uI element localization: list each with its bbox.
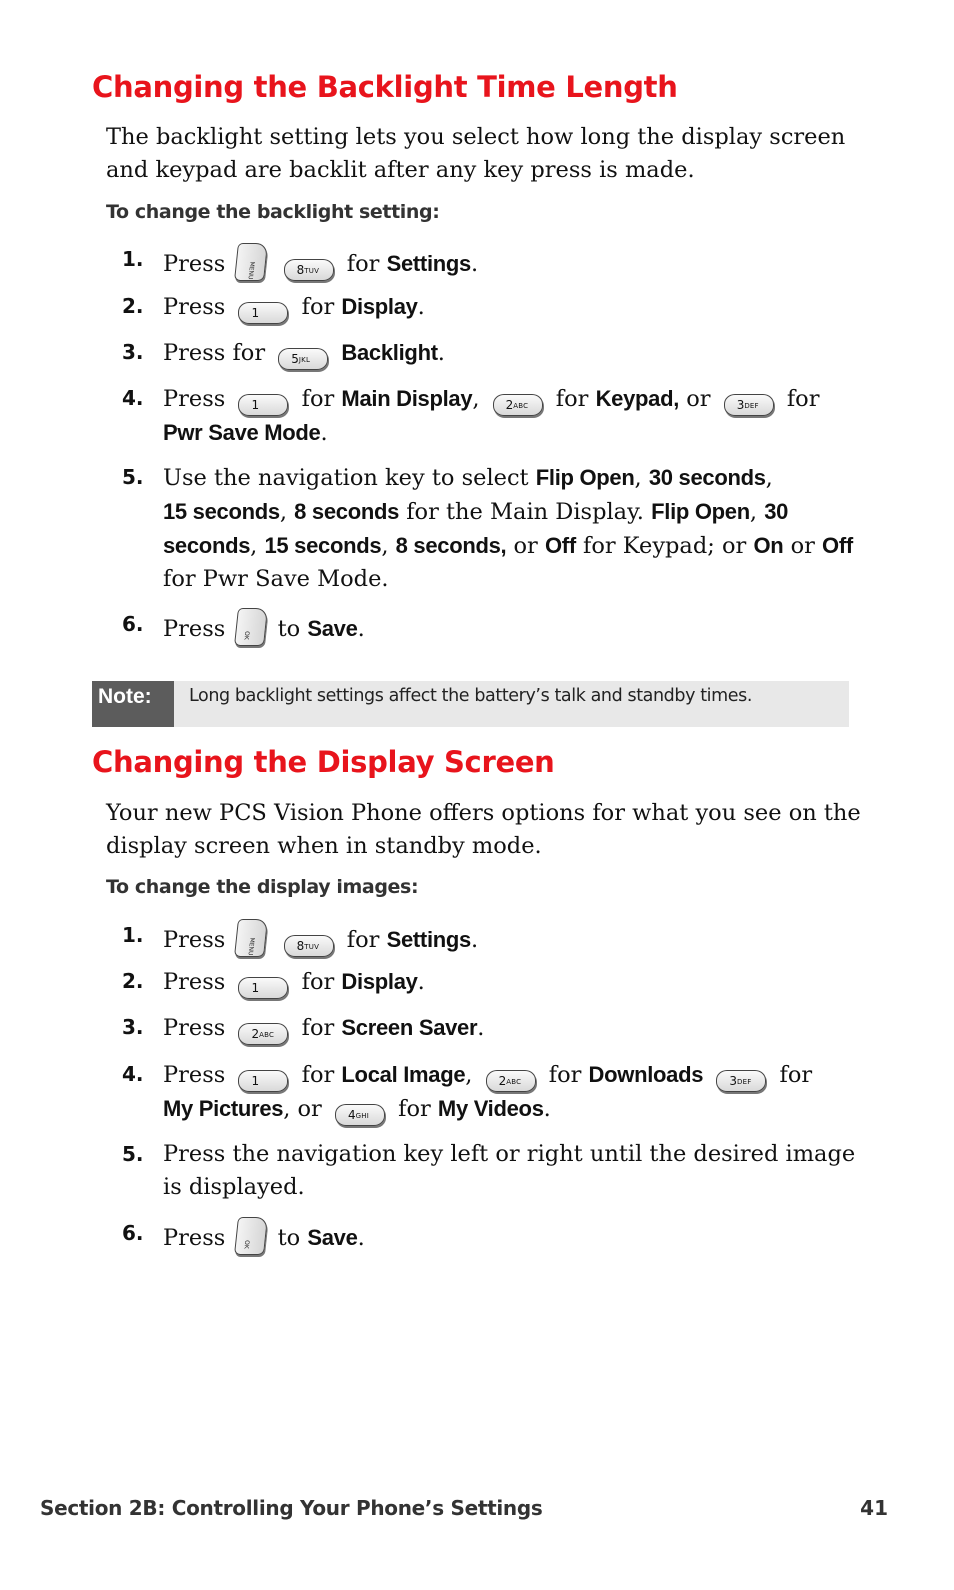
display-step-2: 2. Press 1 for Display. xyxy=(122,965,862,999)
key-8-icon: 8TUV xyxy=(284,935,334,957)
menu-key-icon: MENU xyxy=(234,243,268,281)
display-intro: Your new PCS Vision Phone offers options for what you see on the display screen when in standby mode. xyxy=(106,800,861,859)
ok-key-icon: OK xyxy=(234,608,268,646)
ok-key-icon: OK xyxy=(234,1217,268,1255)
footer-section-title: Section 2B: Controlling Your Phone’s Settings xyxy=(40,1496,543,1520)
key-2-icon: 2ABC xyxy=(486,1070,536,1092)
backlight-intro: The backlight setting lets you select how long the display screen and keypad are backlit after any key press is made. xyxy=(106,124,846,183)
key-3-icon: 3DEF xyxy=(716,1070,766,1092)
display-step-3: 3. Press 2ABC for Screen Saver. xyxy=(122,1011,862,1045)
key-1-icon: 1 xyxy=(238,302,288,324)
backlight-step-6: 6. Press OK to Save. xyxy=(122,608,862,646)
backlight-step-5: 5. Use the navigation key to select Flip Open, 30 seconds, 15 seconds, 8 seconds for the Main Display. Flip Open, 30 seconds, 15 seconds, 8 seconds, or Off for Keypad; or On or Off for Pwr Save Mode. xyxy=(122,465,853,592)
key-1-icon: 1 xyxy=(238,394,288,416)
display-step-5: 5. Press the navigation key left or right until the desired image is displayed. xyxy=(122,1141,856,1200)
key-1-icon: 1 xyxy=(238,1070,288,1092)
display-step-6: 6. Press OK to Save. xyxy=(122,1217,862,1255)
key-8-icon: 8TUV xyxy=(284,259,334,281)
backlight-step-3: 3. Press for 5JKL Backlight. xyxy=(122,336,862,370)
note-text: Long backlight settings affect the battery’s talk and standby times. xyxy=(189,686,753,706)
key-2-icon: 2ABC xyxy=(493,394,543,416)
key-2-icon: 2ABC xyxy=(238,1023,288,1045)
note-label: Note: xyxy=(92,681,174,727)
key-4-icon: 4GHI xyxy=(335,1104,385,1126)
display-step-4: 4. Press 1 for Local Image, 2ABC for Downloads 3DEF for My Pictures, or 4GHI for My Videos. xyxy=(122,1058,862,1126)
page-number: 41 xyxy=(860,1496,888,1520)
section-heading-display-screen: Changing the Display Screen xyxy=(92,745,555,779)
backlight-step-2: 2. Press 1 for Display. xyxy=(122,290,862,324)
section-heading-backlight: Changing the Backlight Time Length xyxy=(92,70,678,104)
display-step-1: 1. Press MENU 8TUV for Settings. xyxy=(122,919,862,957)
backlight-subheading: To change the backlight setting: xyxy=(106,201,440,223)
backlight-step-4: 4. Press 1 for Main Display, 2ABC for Keypad, or 3DEF for Pwr Save Mode. xyxy=(122,386,820,446)
note-box xyxy=(92,681,849,727)
menu-key-icon: MENU xyxy=(234,919,268,957)
key-3-icon: 3DEF xyxy=(724,394,774,416)
key-1-icon: 1 xyxy=(238,977,288,999)
backlight-step-1: 1. Press MENU 8TUV for Settings. xyxy=(122,243,862,281)
display-subheading: To change the display images: xyxy=(106,876,419,898)
key-5-icon: 5JKL xyxy=(278,348,328,370)
